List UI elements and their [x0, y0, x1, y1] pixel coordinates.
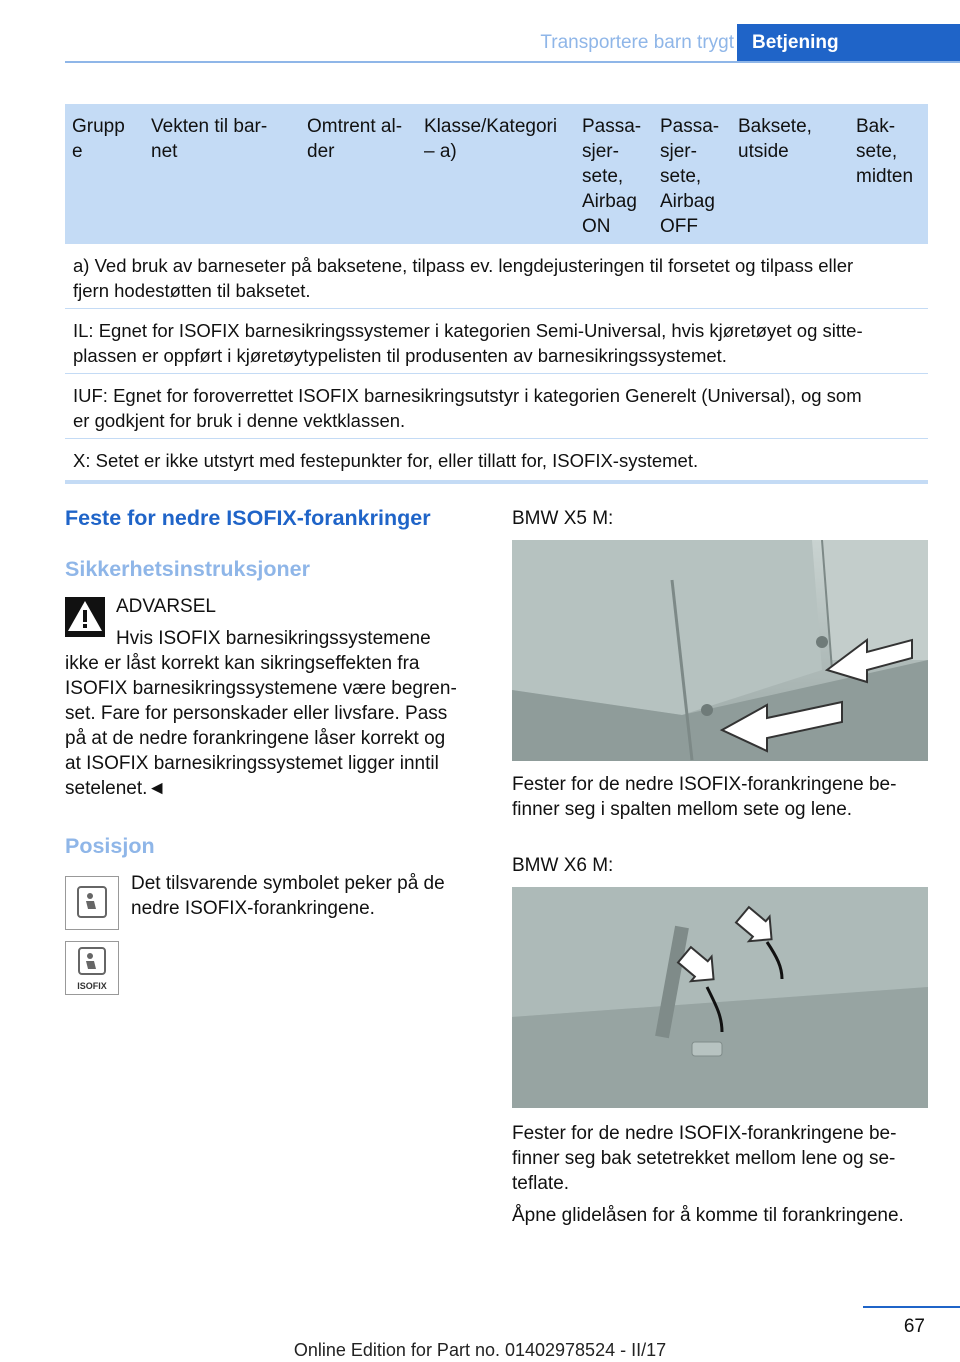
- x5-label: BMW X5 M:: [512, 508, 614, 529]
- warning-label: ADVARSEL: [116, 596, 216, 617]
- section-heading: Feste for nedre ISOFIX-forankringer: [65, 506, 431, 530]
- table-header: [65, 104, 928, 244]
- isofix-labeled-symbol: [65, 941, 119, 995]
- running-header-section: Transportere barn trygt: [540, 32, 734, 53]
- isofix-symbol-label: ISOFIX: [77, 981, 107, 991]
- edition-footer: Online Edition for Part no. 01402978524 - II/17: [293, 1340, 667, 1360]
- zipper-note: Åpne glidelåsen for å komme til forankringene.: [512, 1205, 904, 1226]
- col-header-age: Omtrent al- der: [307, 116, 403, 162]
- x5-caption: Fester for de nedre ISOFIX-forankringene be- finner seg i spalten mellom sete og lene.: [512, 774, 897, 820]
- table-note-a: a) Ved bruk av barneseter på baksetene, tilpass ev. lengdejusteringen til forsetet og tilpass eller fjern hodestøtten til baksetet.: [65, 253, 928, 309]
- x6-caption: Fester for de nedre ISOFIX-forankringene be- finner seg bak setetrekket mellom lene og se- teflate.: [512, 1123, 897, 1194]
- table-note-iuf: IUF: Egnet for foroverrettet ISOFIX barnesikringsutstyr i kategorien Generelt (Universal), og som er godkjent for bruk i denne vektklassen.: [65, 383, 928, 439]
- x6-label: BMW X6 M:: [512, 855, 614, 876]
- isofix-seat-symbol: [65, 876, 119, 930]
- page-number: 67: [903, 1316, 925, 1337]
- position-text: Det tilsvarende symbolet peker på de nedre ISOFIX-forankringene.: [131, 873, 445, 919]
- col-header-rear-middle: Bak- sete, midten: [856, 116, 914, 187]
- position-heading: Posisjon: [65, 834, 155, 858]
- table-note-il: IL: Egnet for ISOFIX barnesikringssystemer i kategorien Semi-Universal, hvis kjøretøyet og sitte- plassen er oppført i kjøretøytypelisten til produsenten av barnesikringssystemet.: [65, 318, 928, 374]
- col-header-passenger-airbag-off: Passa- sjer- sete, Airbag OFF: [660, 116, 720, 237]
- warning-icon: [65, 597, 105, 637]
- col-header-rear-outer: Baksete, utside: [738, 116, 812, 162]
- running-header-tab: Betjening: [737, 24, 960, 63]
- child-seat-icon: [66, 877, 118, 929]
- table-note-x: X: Setet er ikke utstyrt med festepunkter for, eller tillatt for, ISOFIX-systemet.: [73, 450, 699, 471]
- table-bottom-rule: [65, 480, 928, 484]
- x5-seat-photo: [512, 540, 928, 761]
- col-header-weight: Vekten til bar- net: [151, 116, 268, 162]
- x6-seat-photo: [512, 887, 928, 1108]
- child-seat-isofix-icon: [66, 942, 118, 982]
- header-rule: [65, 61, 960, 63]
- warning-text: ikke er låst korrekt kan sikringseffekten fra ISOFIX barnesikringssystemene være begren- set. Fare for personskader eller livsfare. Pass på at de nedre forankringene låser korrekt og at ISOFIX barnesikringssystemet ligger inntil setelenet.◄: [65, 653, 457, 799]
- warning-text-line: Hvis ISOFIX barnesikringssystemene: [116, 628, 431, 649]
- col-header-class: Klasse/Kategori – a): [424, 116, 558, 162]
- footer-rule: [863, 1306, 960, 1308]
- col-header-passenger-airbag-on: Passa- sjer- sete, Airbag ON: [582, 116, 642, 237]
- col-header-group: Grupp e: [72, 116, 125, 162]
- safety-heading: Sikkerhetsinstruksjoner: [65, 557, 310, 581]
